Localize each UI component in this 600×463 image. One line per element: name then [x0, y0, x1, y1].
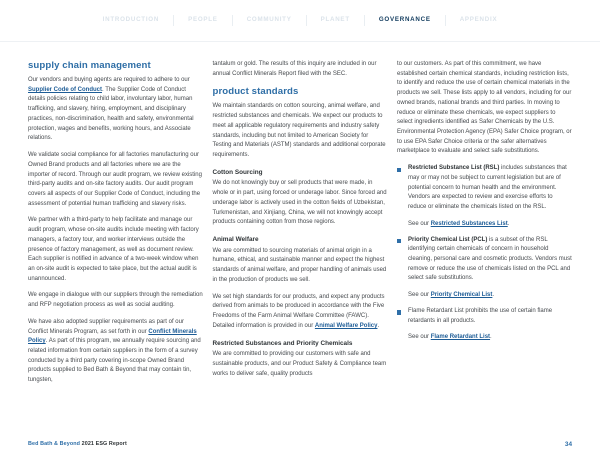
bullet-title-rsl: Restricted Substance List (RSL) — [408, 165, 500, 172]
text-run: is a subset of the RSL identifying certain chemicals of concern in household cleaning, personal care and cosmetic products. Vendors must remove or reduce the use of chemicals listed on the PCL and select safe substitutions. — [408, 236, 572, 282]
square-bullet-icon — [397, 239, 401, 243]
paragraph-product-standards-intro: We maintain standards on cotton sourcing, animal welfare, and restricted substances and chemicals. We expect our products to meet all applicable regulatory requirements and industry safety standards, including but not limited to American Society for Testing and Materials (ASTM) standards and additional corporate requirements. — [212, 103, 386, 159]
square-bullet-icon — [397, 168, 401, 172]
paragraph-chemical-standards-continued: to our customers. As part of this commitment, we have established certain chemical standards, including restriction lists, to identify and reduce the use of certain chemical materials in the products we sell. These lists apply to all vendors, including for our owned brands, national brands and third parties. In moving to reduce or eliminate these chemicals, we expect suppliers to select ingredients identified as Safer Chemicals by the U.S. Environmental Protection Agency (EPA) Safer Choice program, or to use EPA Safer Choice criteria or the safer alternatives marketplace to evaluate and select safe substitutions. — [397, 61, 572, 155]
text-run: Our vendors and buying agents are required to adhere to our — [28, 77, 190, 84]
column-three — [397, 60, 572, 386]
list-item — [397, 164, 572, 229]
subheading-restricted-substances-priority-chemicals: Restricted Substances and Priority Chemicals — [212, 339, 353, 347]
heading-supply-chain-management: supply chain management — [28, 60, 151, 71]
nav-tab-community[interactable]: COMMUNITY — [246, 16, 292, 24]
paragraph-vendor-requirements — [28, 76, 203, 144]
link-restricted-substances-list[interactable]: Restricted Substances List — [430, 220, 508, 227]
paragraph-animal-welfare-commitment: We are committed to sourcing materials of animal origin in a humane, ethical, and sustainable manner and expect the highest standards of animal welfare, and proper handling of animals used in the production of products we sell. — [212, 247, 387, 283]
page-footer — [0, 425, 600, 463]
paragraph-social-compliance: We validate social compliance for all factories manufacturing our Owned Brand products and all factories where we are the importer of record. Through our audit program, we review existing third-party audits and on-site factory audits. Our audit program covers all aspects of our Supplier Code of Conduct, including the assessment of potential human trafficking and slavery risks. — [28, 152, 202, 207]
link-supplier-code-of-conduct[interactable]: Supplier Code of Conduct — [28, 86, 102, 93]
paragraph-supplier-dialogue: We engage in dialogue with our suppliers through the remediation and RFP negotiation process as well as social auditing. — [28, 292, 203, 309]
section-navigation — [0, 0, 600, 42]
nav-tab-appendix[interactable]: APPENDIX — [459, 16, 498, 24]
text-run: Flame Retardant List prohibits the use of certain flame retardants in all products. — [408, 307, 553, 324]
paragraph-audit-partner: We partner with a third-party to help facilitate and manage our audit program, whose on-site audits include meeting with factory managers, a factory tour, and worker interviews outside the presence of factory management, as well as document review. Each supplier is notified in advance of a two-week window when an on-site audit is expected to take place, but the actual audit is unannounced. — [28, 217, 199, 282]
paragraph-rsl — [408, 164, 572, 213]
footer-report-name: 2021 ESG Report — [81, 441, 127, 447]
paragraph-restricted-substances-intro: We are committed to providing our customers with safe and sustainable products, and our Product Safety & Compliance team works to deliver safe, quality products — [212, 351, 387, 377]
footer-brand: Bed Bath & Beyond — [28, 441, 81, 447]
paragraph-cotton-sourcing: We do not knowingly buy or sell products that were made, in whole or in part, using forced or underage labor. Since forced and underage labor is actively used in the cotton fields of Uzbekistan, Turkmenistan, and Xinjiang, China, we will not knowingly accept products containing cotton from those regions. — [212, 180, 387, 226]
text-run: . — [490, 334, 492, 341]
text-run: See our — [408, 334, 431, 341]
paragraph-animal-welfare-standards — [213, 293, 388, 332]
nav-tab-introduction[interactable]: INTRODUCTION — [102, 16, 160, 24]
subheading-animal-welfare: Animal Welfare — [212, 236, 259, 244]
see-our-rsl — [408, 220, 572, 230]
link-priority-chemical-list[interactable]: Priority Chemical List — [430, 292, 493, 299]
heading-product-standards: product standards — [212, 86, 299, 98]
paragraph-flame-retardant — [408, 307, 572, 326]
link-flame-retardant-list[interactable]: Flame Retardant List — [430, 334, 491, 341]
page-number: 34 — [564, 440, 572, 448]
paragraph-conflict-minerals-continued: tantalum or gold. The results of this inquiry are included in our annual Conflict Minerals Report filed with the SEC. — [212, 61, 377, 77]
text-run: We set high standards for our products, and expect any products derived from animals to be produced in accordance with the Five Freedoms of the Farm Animal Welfare Committee (FAWC). Detailed information is provided in our — [212, 293, 385, 329]
link-conflict-minerals-policy[interactable]: Conflict Minerals Policy — [28, 328, 197, 345]
text-run: We have also adopted supplier requirements as part of our Conflict Minerals Program, as set forth in our — [28, 318, 184, 335]
text-run: . As part of this program, we annually require sourcing and related information from certain suppliers in the form of a survey conducted by a third party covering in-scope Owned Brand products supplied to Bed Bath & Beyond that may contain tin, tungsten, — [28, 338, 201, 384]
list-item — [397, 307, 572, 343]
text-run: includes substances that may or may not be subject to current legislation but are of potential concern to human health and the environment. Vendors are expected to review and exercise efforts to reduce or eliminate the chemicals listed on the RSL. — [408, 165, 567, 211]
content-columns — [0, 60, 600, 386]
see-our-pcl — [408, 291, 572, 301]
list-item — [397, 236, 572, 301]
text-run: . — [377, 322, 380, 329]
nav-tab-governance[interactable]: GOVERNANCE — [378, 16, 431, 24]
link-animal-welfare-policy[interactable]: Animal Welfare Policy — [314, 322, 378, 329]
column-two — [213, 60, 388, 386]
text-run: . — [507, 220, 510, 227]
column-one — [28, 60, 203, 386]
text-run: See our — [408, 220, 431, 227]
chemical-lists — [397, 164, 572, 343]
see-our-flame-retardant — [408, 333, 572, 343]
paragraph-pcl — [408, 236, 572, 285]
bullet-title-pcl: Priority Chemical List (PCL) — [408, 236, 488, 243]
text-run: See our — [408, 292, 431, 299]
text-run: . The Supplier Code of Conduct details policies relating to child labor, involuntary labor, human trafficking, and slavery, hiring, employment, and disciplinary practices, non-discrimination, health and safety, environmental protection, wages and benefits, working hours, and Associate relations. — [28, 86, 194, 142]
square-bullet-icon — [397, 310, 401, 314]
paragraph-conflict-minerals — [28, 318, 203, 386]
nav-tab-people[interactable]: PEOPLE — [188, 16, 218, 24]
nav-tab-planet[interactable]: PLANET — [320, 16, 350, 24]
text-run: . — [492, 292, 495, 299]
subheading-cotton-sourcing: Cotton Sourcing — [212, 168, 263, 176]
footer-report-label — [28, 441, 127, 447]
